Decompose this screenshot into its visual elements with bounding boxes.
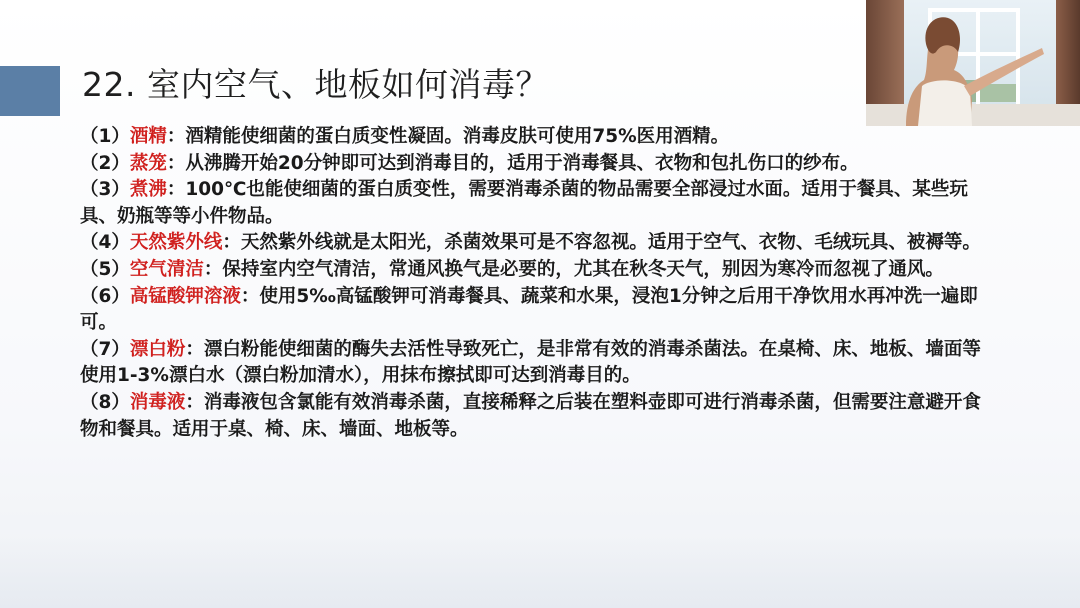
list-item: （7）漂白粉：漂白粉能使细菌的酶失去活性导致死亡，是非常有效的消毒杀菌法。在桌椅、床、地板、墙面等使用1-3%漂白水（漂白粉加清水），用抹布擦拭即可达到消毒目的。 <box>80 338 981 387</box>
method-name: 蒸笼 <box>129 152 167 174</box>
method-name: 酒精 <box>129 126 167 147</box>
method-name: 煮沸 <box>129 179 167 201</box>
list-item: （6）高锰酸钾溶液：使用5‰高锰酸钾可消毒餐具、蔬菜和水果，浸泡1分钟之后用干净饮用水再冲洗一遍即可。 <box>80 285 978 334</box>
method-name: 高锰酸钾溶液 <box>129 285 241 307</box>
method-name: 天然紫外线 <box>129 232 223 254</box>
slide-title: 22. 室内空气、地板如何消毒？ <box>82 65 549 104</box>
list-item: （1）酒精：酒精能使细菌的蛋白质变性凝固。消毒皮肤可使用75%医用酒精。 <box>80 126 730 147</box>
list-item: （3）煮沸：100℃也能使细菌的蛋白质变性，需要消毒杀菌的物品需要全部浸过水面。适用于餐具、某些玩具、奶瓶等等小件物品。 <box>80 179 968 227</box>
window-photo <box>866 0 1080 126</box>
title-accent-bar <box>0 66 60 116</box>
list-item: （2）蒸笼：从沸腾开始20分钟即可达到消毒目的，适用于消毒餐具、衣物和包扎伤口的纱布。 <box>80 152 859 174</box>
method-name: 消毒液 <box>129 391 186 413</box>
method-name: 空气清洁 <box>129 258 204 280</box>
woman-at-window-image <box>866 0 1080 126</box>
list-item: （8）消毒液：消毒液包含氯能有效消毒杀菌，直接稀释之后装在塑料壶即可进行消毒杀菌，但需要注意避开食物和餐具。适用于桌、椅、床、墙面、地板等。 <box>80 391 981 440</box>
slide-bottom-shade <box>0 538 1080 608</box>
list-item: （5）空气清洁：保持室内空气清洁，常通风换气是必要的，尤其在秋冬天气，别因为寒冷而忽视了通风。 <box>80 258 944 280</box>
disinfection-method-list <box>80 124 990 443</box>
list-item: （4）天然紫外线：天然紫外线就是太阳光，杀菌效果可是不容忽视。适用于空气、衣物、毛绒玩具、被褥等。 <box>80 232 981 254</box>
method-name: 漂白粉 <box>129 338 186 360</box>
